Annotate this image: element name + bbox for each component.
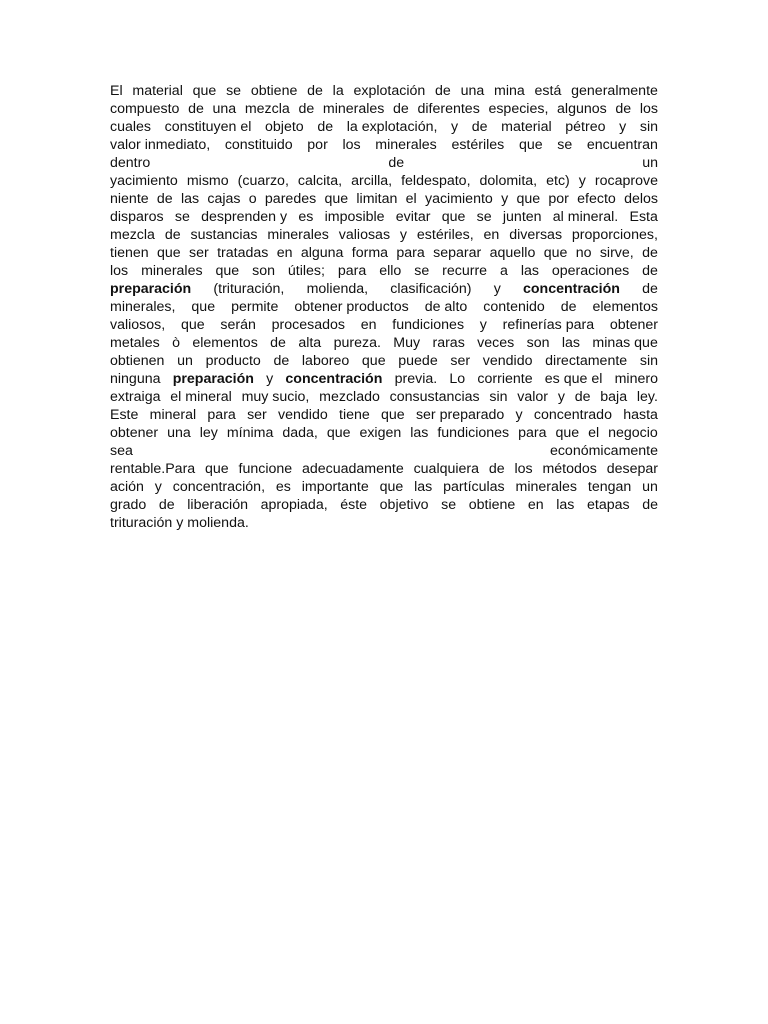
word: constituyen el — [164, 119, 252, 135]
text-line — [110, 352, 658, 370]
word: importante — [301, 479, 369, 495]
word: recurre — [442, 263, 488, 279]
text-line — [110, 460, 658, 478]
text-line — [110, 118, 658, 136]
word: muy sucio, — [241, 389, 310, 405]
word: la — [332, 83, 344, 99]
word: y — [578, 173, 586, 189]
word: algunos — [557, 101, 607, 117]
word: compuesto — [110, 101, 180, 117]
word: cuales — [110, 119, 152, 135]
word: corriente — [477, 371, 533, 387]
word: de alto — [424, 299, 468, 315]
word: que — [205, 461, 229, 477]
word: mineral — [149, 407, 197, 423]
text-line — [110, 154, 658, 172]
word: etc) — [546, 173, 570, 189]
word: los — [639, 101, 658, 117]
word: consustancias — [389, 389, 480, 405]
word: fundiciones — [392, 317, 465, 333]
word: tengan — [587, 479, 632, 495]
word: ser — [189, 245, 209, 261]
word: obtener productos — [294, 299, 409, 315]
word: que — [381, 407, 405, 423]
word: Lo — [449, 371, 466, 387]
word: concentrado — [533, 407, 612, 423]
word: clasificación) — [390, 281, 472, 297]
word: para — [207, 407, 236, 423]
word: obtener — [110, 425, 159, 441]
word: minas que — [592, 335, 658, 351]
text-line — [110, 280, 658, 298]
word: molienda, — [306, 281, 369, 297]
word: El — [110, 83, 123, 99]
word: refinerías para — [502, 317, 595, 333]
word: y — [399, 227, 408, 243]
word: directamente — [545, 353, 628, 369]
word: de — [188, 101, 204, 117]
word: que — [191, 299, 216, 315]
word: una — [167, 425, 191, 441]
word: etapas — [587, 497, 630, 513]
word: métodos — [542, 461, 597, 477]
word: y — [479, 317, 487, 333]
word: mínima — [226, 425, 274, 441]
word: yacimiento — [110, 173, 178, 189]
word: valor — [517, 389, 549, 405]
word: arcilla, — [351, 173, 393, 189]
word: yacimiento — [424, 191, 493, 207]
word: funcione — [238, 461, 293, 477]
text-line — [110, 370, 658, 388]
word: procesados — [271, 317, 345, 333]
word: minerales — [267, 227, 329, 243]
word: el mineral — [170, 389, 232, 405]
word: limitan — [356, 191, 398, 207]
word: que — [441, 209, 466, 225]
word: extraiga — [110, 389, 161, 405]
bold-term: concentración — [285, 371, 383, 387]
text-line — [110, 100, 658, 118]
word: ley — [199, 425, 218, 441]
text-line — [110, 190, 658, 208]
word: aquello — [489, 245, 536, 261]
word: metales — [110, 335, 160, 351]
word: los — [110, 263, 129, 279]
word: obtiene — [468, 497, 516, 513]
word: son — [252, 263, 275, 279]
word: alguna — [300, 245, 344, 261]
word: ley. — [636, 389, 658, 405]
word: constituido — [224, 137, 293, 153]
word: minerales — [141, 263, 203, 279]
word: que — [516, 191, 541, 207]
word: las — [410, 425, 429, 441]
word: disparos — [110, 209, 164, 225]
word: concentración, — [172, 479, 266, 495]
word: que — [379, 479, 404, 495]
word: que — [326, 425, 351, 441]
word: ser — [247, 407, 267, 423]
text-line — [110, 478, 658, 496]
word: los — [342, 137, 361, 153]
word: material — [501, 119, 552, 135]
word: apropiada, — [260, 497, 328, 513]
word: se — [226, 83, 242, 99]
word: de — [393, 101, 409, 117]
word: para — [518, 425, 547, 441]
word: una — [212, 101, 237, 117]
word: de — [273, 353, 290, 369]
word: liberación — [187, 497, 248, 513]
word: previa. — [394, 371, 438, 387]
word: ò — [172, 335, 180, 351]
word: mezcla — [244, 101, 290, 117]
word: las — [520, 263, 539, 279]
word: las — [556, 497, 575, 513]
word: desprenden y — [201, 209, 288, 225]
text-line — [110, 514, 658, 532]
word: se — [441, 497, 457, 513]
word: valor inmediato, — [110, 137, 211, 153]
word: dentro — [110, 155, 151, 171]
word: mezcla — [110, 227, 155, 243]
word: sin — [639, 119, 658, 135]
word: que — [361, 353, 386, 369]
word: calcita, — [297, 173, 343, 189]
word: o — [248, 191, 257, 207]
word: ser preparado — [415, 407, 505, 423]
word: pureza. — [333, 335, 381, 351]
word: el — [588, 425, 600, 441]
word: Muy — [393, 335, 421, 351]
word: niente — [110, 191, 149, 207]
word: de — [642, 245, 658, 261]
word: útiles; — [287, 263, 325, 279]
word: cajas — [207, 191, 241, 207]
word: de — [298, 101, 315, 117]
word: operaciones — [551, 263, 630, 279]
word: paredes — [264, 191, 317, 207]
word: objetivo — [379, 497, 429, 513]
word: estériles — [451, 137, 505, 153]
word: que — [324, 191, 349, 207]
word: y — [266, 371, 274, 387]
word: minerales, — [110, 299, 176, 315]
word: minerales — [322, 101, 385, 117]
word: de — [574, 389, 591, 405]
word: vendido — [278, 407, 328, 423]
word: es que el — [544, 371, 603, 387]
word: elementos — [592, 299, 658, 315]
word: rentable.Para — [110, 461, 196, 477]
word: producto — [205, 353, 261, 369]
text-line — [110, 334, 658, 352]
word: se — [557, 137, 573, 153]
word: cualquiera — [413, 461, 480, 477]
text-line — [110, 226, 658, 244]
word: las — [414, 479, 433, 495]
word: Este — [110, 407, 139, 423]
word: sea — [110, 443, 133, 459]
word: de — [317, 119, 334, 135]
word: que — [215, 263, 240, 279]
word: que — [192, 83, 217, 99]
word: y — [154, 479, 162, 495]
word: en — [483, 227, 500, 243]
word: de — [156, 191, 173, 207]
word: grado — [110, 497, 147, 513]
word: dada, — [282, 425, 318, 441]
word: de — [615, 101, 632, 117]
word: fundiciones — [437, 425, 510, 441]
word: y — [619, 119, 627, 135]
word: junten — [502, 209, 542, 225]
word: diferentes — [417, 101, 480, 117]
word: objeto — [265, 119, 304, 135]
word: contenido — [483, 299, 545, 315]
word: es — [275, 479, 291, 495]
word: ser — [450, 353, 471, 369]
body-paragraph — [110, 82, 658, 532]
word: sin — [639, 353, 658, 369]
word: minero — [614, 371, 658, 387]
word: puede — [398, 353, 438, 369]
word: un — [177, 353, 193, 369]
word: a — [500, 263, 508, 279]
word: no — [575, 245, 592, 261]
text-line — [110, 424, 658, 442]
word: un — [642, 155, 658, 171]
word: valiosos, — [110, 317, 166, 333]
word: para — [396, 245, 425, 261]
text-line — [110, 208, 658, 226]
word: de — [560, 299, 577, 315]
word: desepar — [606, 461, 658, 477]
word: y — [493, 281, 501, 297]
word: obtienen — [110, 353, 165, 369]
word: material — [132, 83, 183, 99]
word: tiene — [339, 407, 370, 423]
word: sirve, — [599, 245, 634, 261]
word: en — [276, 245, 293, 261]
word: permite — [231, 299, 279, 315]
word: obtiene — [250, 83, 298, 99]
word: diversas — [509, 227, 563, 243]
word: y — [515, 407, 523, 423]
text-line — [110, 406, 658, 424]
word: de — [642, 497, 658, 513]
word: que — [180, 317, 205, 333]
word: sin — [489, 389, 508, 405]
word: la explotación, — [346, 119, 438, 135]
word: evitar — [395, 209, 431, 225]
word: serán — [220, 317, 256, 333]
word: las — [180, 191, 200, 207]
word: forma — [351, 245, 389, 261]
word: proporciones, — [571, 227, 658, 243]
word: que — [543, 245, 568, 261]
word: trituración y molienda. — [110, 515, 249, 531]
word: un — [642, 479, 658, 495]
text-line — [110, 172, 658, 190]
word: que — [518, 137, 543, 153]
word: de — [471, 119, 488, 135]
word: delos — [624, 191, 658, 207]
word: feldespato, — [401, 173, 471, 189]
word: de — [164, 227, 181, 243]
word: las — [561, 335, 580, 351]
word: mina — [494, 83, 525, 99]
word: adecuadamente — [301, 461, 404, 477]
word: generalmente — [571, 83, 658, 99]
word: mezclado — [319, 389, 380, 405]
word: imposible — [324, 209, 385, 225]
word: por — [548, 191, 569, 207]
word: en — [527, 497, 544, 513]
word: laboreo — [301, 353, 350, 369]
word: Esta — [629, 209, 658, 225]
word: hasta — [623, 407, 658, 423]
text-line — [110, 82, 658, 100]
text-line — [110, 298, 658, 316]
word: por — [307, 137, 328, 153]
word: de — [642, 281, 658, 297]
text-line — [110, 316, 658, 334]
word: alta — [298, 335, 322, 351]
bold-term: concentración — [522, 281, 620, 297]
word: económicamente — [549, 443, 658, 459]
text-line — [110, 262, 658, 280]
word: separar — [433, 245, 482, 261]
word: y — [501, 191, 509, 207]
word: baja — [600, 389, 628, 405]
word: exigen — [359, 425, 402, 441]
word: especies, — [488, 101, 549, 117]
word: ello — [379, 263, 402, 279]
word: mismo — [186, 173, 229, 189]
word: tratadas — [217, 245, 269, 261]
word: elementos — [192, 335, 258, 351]
word: minerales — [515, 479, 578, 495]
word: partículas — [443, 479, 505, 495]
text-line — [110, 244, 658, 262]
word: de — [388, 155, 405, 171]
word: encuentran — [586, 137, 658, 153]
word: está — [534, 83, 562, 99]
word: explotación — [353, 83, 426, 99]
word: rocaprove — [594, 173, 658, 189]
word: al mineral. — [552, 209, 619, 225]
word: se — [476, 209, 492, 225]
word: estériles, — [416, 227, 474, 243]
text-line — [110, 496, 658, 514]
word: de — [158, 497, 175, 513]
word: (trituración, — [213, 281, 285, 297]
word: (cuarzo, — [237, 173, 289, 189]
word: para — [337, 263, 367, 279]
word: vendido — [482, 353, 533, 369]
word: dolomita, — [479, 173, 538, 189]
word: raras — [432, 335, 465, 351]
word: de — [270, 335, 286, 351]
word: es — [298, 209, 314, 225]
text-line — [110, 442, 658, 460]
word: de — [642, 263, 658, 279]
word: que — [157, 245, 181, 261]
bold-term: preparación — [110, 281, 192, 297]
word: de — [435, 83, 451, 99]
word: de — [307, 83, 323, 99]
word: de — [488, 461, 505, 477]
word: pétreo — [565, 119, 606, 135]
word: minerales — [375, 137, 437, 153]
word: efecto — [577, 191, 616, 207]
word: veces — [477, 335, 515, 351]
word: sustancias — [190, 227, 258, 243]
text-line — [110, 136, 658, 154]
word: se — [174, 209, 190, 225]
word: y — [557, 389, 565, 405]
word: los — [514, 461, 533, 477]
word: ación — [110, 479, 144, 495]
text-line — [110, 388, 658, 406]
word: son — [526, 335, 550, 351]
word: en — [360, 317, 377, 333]
word: obtener — [609, 317, 658, 333]
word: y — [451, 119, 459, 135]
word: que — [555, 425, 580, 441]
word: valiosas — [338, 227, 391, 243]
word: tienen — [110, 245, 149, 261]
word: éste — [340, 497, 368, 513]
word: ninguna — [110, 371, 161, 387]
word: el — [405, 191, 417, 207]
word: negocio — [608, 425, 658, 441]
word: se — [414, 263, 430, 279]
word: una — [460, 83, 485, 99]
bold-term: preparación — [172, 371, 254, 387]
